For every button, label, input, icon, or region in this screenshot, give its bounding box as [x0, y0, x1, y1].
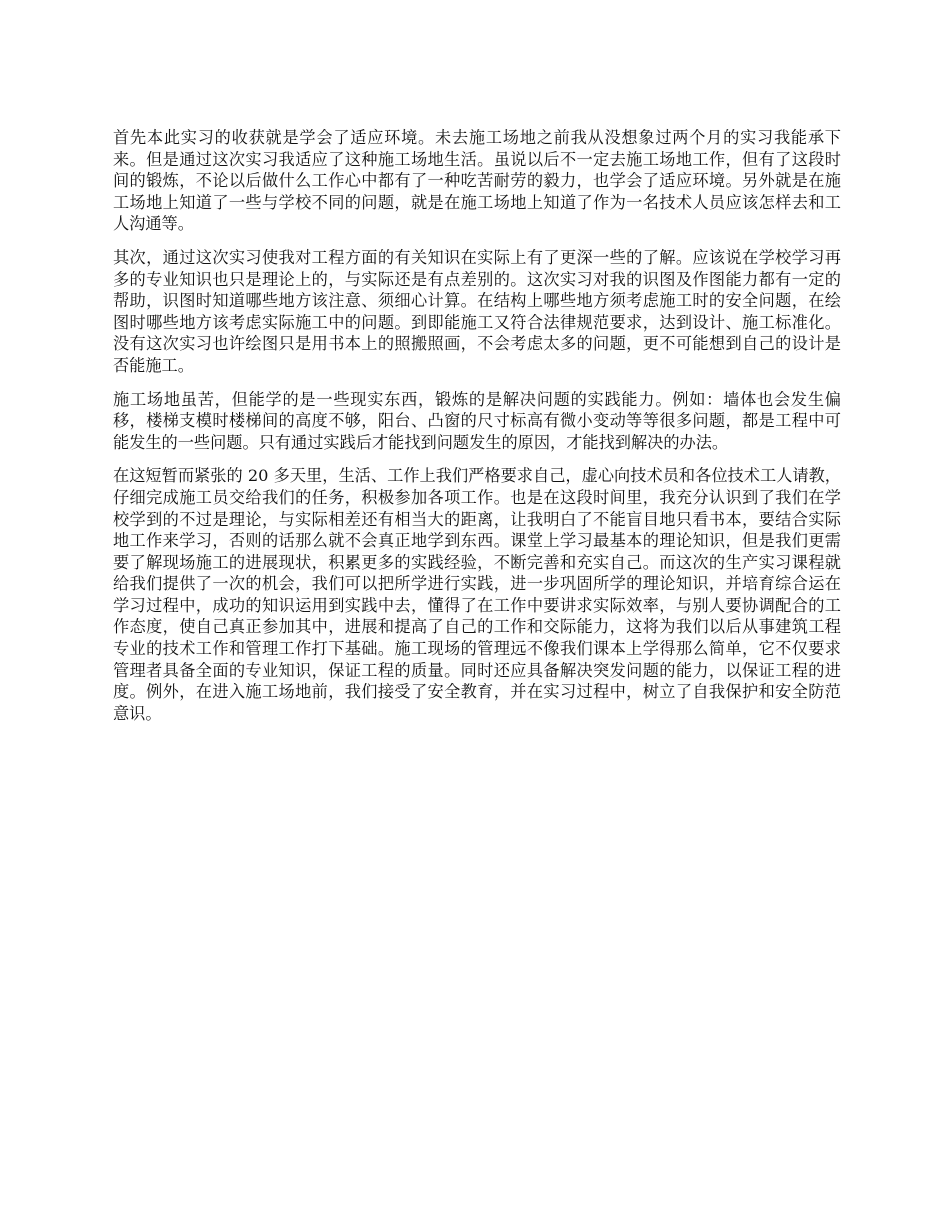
paragraph-engineering-knowledge: 其次，通过这次实习使我对工程方面的有关知识在实际上有了更深一些的了解。应该说在学校学习再多的专业知识也只是理论上的，与实际还是有点差别的。这次实习对我的识图及作图能力都有一定的帮助，识图时知道哪些地方该注意、须细心计算。在结构上哪些地方须考虑施工时的安全问题，在绘图时哪些地方该考虑实际施工中的问题。到即能施工又符合法律规范要求，达到设计、施工标准化。没有这次实习也许绘图只是用书本上的照搬照画，不会考虑太多的问题，更不可能想到自己的设计是否能施工。 [113, 247, 841, 375]
paragraph-internship-summary: 在这短暂而紧张的 20 多天里，生活、工作上我们严格要求自己，虚心向技术员和各位技术工人请教，仔细完成施工员交给我们的任务，积极参加各项工作。也是在这段时间里，我充分认识到了我们在学校学到的不过是理论，与实际相差还有相当大的距离，让我明白了不能盲目地只看书本，要结合实际地工作来学习，否则的话那么就不会真正地学到东西。课堂上学习最基本的理论知识，但是我们更需要了解现场施工的进展现状，积累更多的实践经验，不断完善和充实自己。而这次的生产实习课程就给我们提供了一次的机会，我们可以把所学进行实践，进一步巩固所学的理论知识，并培育综合运在学习过程中，成功的知识运用到实践中去，懂得了在工作中要讲求实际效率，与别人要协调配合的工作态度，使自己真正参加其中，进展和提高了自己的工作和交际能力，这将为我们以后从事建筑工程专业的技术工作和管理工作打下基础。施工现场的管理远不像我们课本上学得那么简单，它不仅要求管理者具备全面的专业知识，保证工程的质量。同时还应具备解决突发问题的能力，以保证工程的进度。例外，在进入施工场地前，我们接受了安全教育，并在实习过程中，树立了自我保护和安全防范意识。 [113, 466, 841, 723]
paragraph-adaptation: 首先本此实习的收获就是学会了适应环境。未去施工场地之前我从没想象过两个月的实习我能承下来。但是通过这次实习我适应了这种施工场地生活。虽说以后不一定去施工场地工作，但有了这段时间的锻炼，不论以后做什么工作心中都有了一种吃苦耐劳的毅力，也学会了适应环境。另外就是在施工场地上知道了一些与学校不同的问题，就是在施工场地上知道了作为一名技术人员应该怎样去和工人沟通等。 [113, 128, 841, 234]
paragraph-practical-skills: 施工场地虽苦，但能学的是一些现实东西，锻炼的是解决问题的实践能力。例如：墙体也会发生偏移，楼梯支模时楼梯间的高度不够，阳台、凸窗的尺寸标高有微小变动等等很多问题，都是工程中可能发生的一些问题。只有通过实践后才能找到问题发生的原因，才能找到解决的办法。 [113, 389, 841, 452]
document-body [113, 127, 841, 736]
